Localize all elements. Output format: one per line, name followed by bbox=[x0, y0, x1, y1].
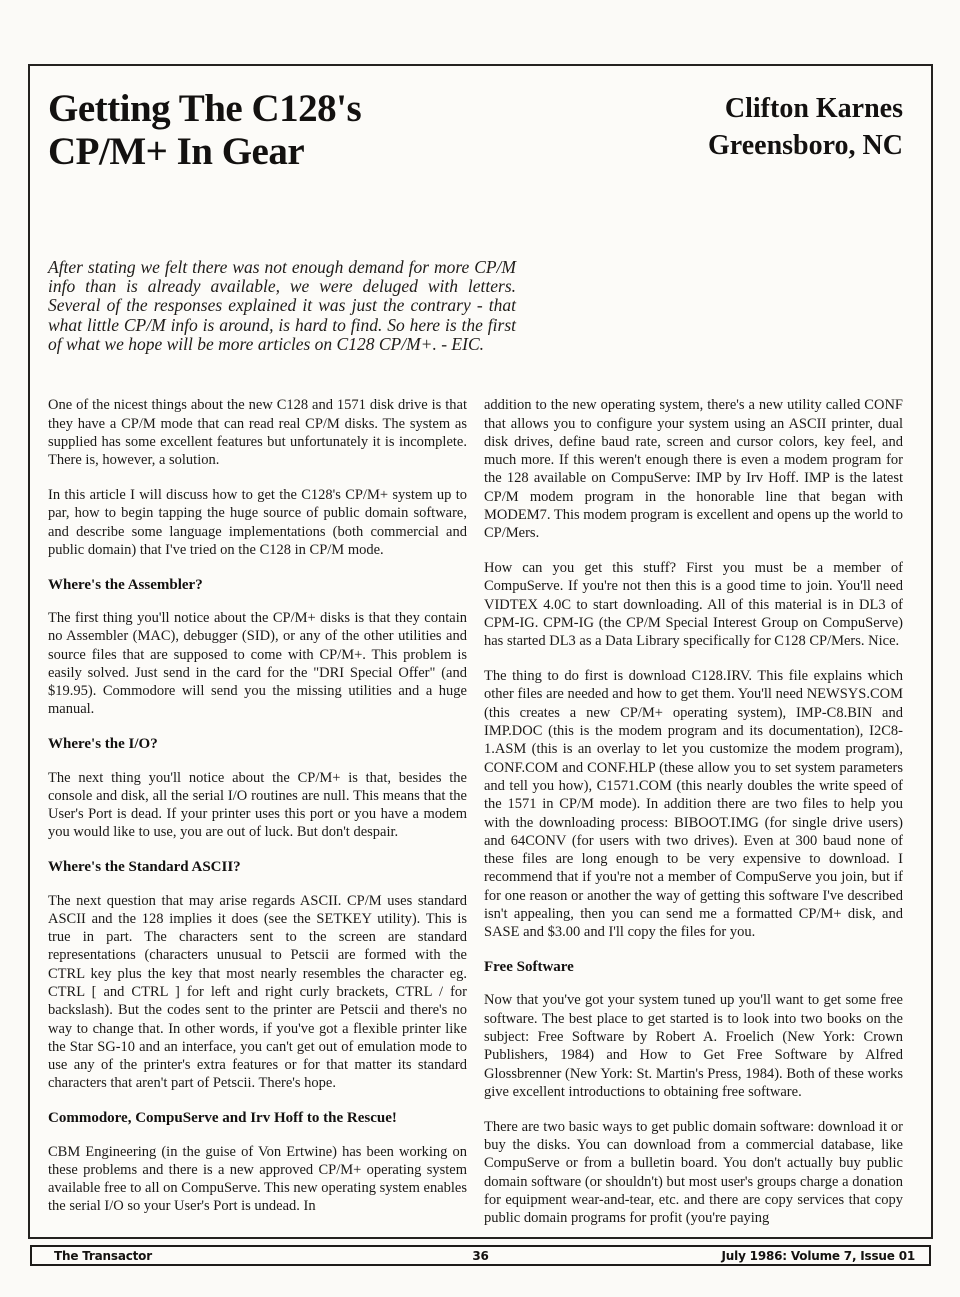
paragraph: The first thing you'll notice about the CP/M+ disks is that they contain no Assembler (MAC), debugger (SID), or any of the other utilities and source files that are supposed to come with CP/M+. This problem is easily solved. Just send in the card for the "DRI Special Offer" (and $19.95). Commodore will send you the missing utilities and a huge manual. bbox=[48, 609, 467, 718]
magazine-name: The Transactor bbox=[54, 1248, 152, 1263]
paragraph: addition to the new operating system, there's a new utility called CONF that allows you to configure your system using an ASCII printer, dual disk drives, define baud rate, screen and cursor colors, key feel, and much more. If this weren't enough there is even a modem program for the 128 available on CompuServe: IMP by Irv Hoff. IMP is the latest CP/M modem program in the honorable line that began with MODEM7. This modem program is excellent and opens up the world to CP/Mers. bbox=[484, 397, 903, 542]
paragraph: The next question that may arise regards ASCII. CP/M uses standard ASCII and the 128 implies it does (see the SETKEY utility). This is true in part. The characters sent to the screen are standard representations (characters unusual to Petscii are formed with the CTRL key plus the key that most nearly resembles the character eg. CTRL [ and CTRL ] for left and right curly brackets, CTRL / for backslash). But the codes sent to the printer are Petscii and there's no way to change that. In other words, if you've got a flexible printer like the Star SG-10 and an interface, you can't get out of emulation mode to use any of the printer's extra features or for that matter its standard characters that aren't part of Petscii. There's hope. bbox=[48, 892, 467, 1092]
editor-intro: After stating we felt there was not enough demand for more CP/M info than is already available, we were deluged with letters. Several of the responses explained it was just the contrary - that what little CP/M info is around, is hard to find. So here is the first of what we hope will be more articles on C128 CP/M+. - EIC. bbox=[48, 256, 516, 354]
paragraph: Now that you've got your system tuned up you'll want to get some free software. The best place to get started is to look into two books on the subject: Free Software by Robert A. Froelich (New York: Crown Publishers, 1984) and How to Get Free Software by Alfred Glossbrenner (New York: St. Martin's Press, 1984). Both of these works give excellent introductions to obtaining free software. bbox=[484, 992, 903, 1100]
paragraph: The next thing you'll notice about the CP/M+ is that, besides the console and disk, all the serial I/O routines are null. This means that the User's Port is dead. If your printer uses this port or you have a modem you would like to use, you are out of luck. But don't despair. bbox=[48, 769, 467, 841]
page-title bbox=[48, 88, 361, 174]
title-line-1: Getting The C128's bbox=[48, 87, 362, 130]
paragraph: There are two basic ways to get public domain software: download it or buy the disks. You can download from a commercial database, like CompuServe or from a bulletin board. You don't actually buy public domain software (or shouldn't) but most user's groups charge a donation for equipment wear-and-tear, etc. and there are copy services that copy public domain programs for profit (you're paying bbox=[484, 1118, 903, 1227]
paragraph: The thing to do first is download C128.IRV. This file explains which other files are needed and how to get them. You'll need NEWSYS.COM (this creates a new CP/M+ operating system), IMP-C8.BIN and IMP.DOC (this is the modem program and its documentation), I2C8-1.ASM (this is an overlay to let you customize the modem program), CONF.COM and CONF.HLP (these allow you to set system parameters and tell you how), C1571.COM (this nearly doubles the write speed of the 1571 in CP/M mode). In addition there are two files to help you with the downloading process: BIBOOT.IMG (for single drive users) and 64CONV (for users with two drives). Even at 300 baud none of these files are long enough to be very expensive to download. I recommend that if you're not a member of CompuServe you join, but if for one reason or another the way of getting this software I've described isn't appealing, then you can send me a formatted CP/M+ disk, and SASE and $3.00 and I'll copy the files for you. bbox=[484, 668, 903, 941]
paragraph: CBM Engineering (in the guise of Von Ertwine) has been working on these problems and there is a new approved CP/M+ operating system available free to all on CompuServe. This new operating system enables the serial I/O so your User's Port is undead. In bbox=[48, 1143, 467, 1215]
paragraph: One of the nicest things about the new C128 and 1571 disk drive is that they have a CP/M mode that can read real CP/M disks. The system as supplied has some excellent features but unfortunately it is incomplete. There is, however, a solution. bbox=[48, 397, 467, 469]
issue-info: July 1986: Volume 7, Issue 01 bbox=[721, 1248, 915, 1263]
paragraph: How can you get this stuff? First you must be a member of CompuServe. If you're not then this is a good time to join. You'll need VIDTEX 4.0C to start downloading. All of this material is in DL3 of CPM-IG. CPM-IG (the CP/M Special Interest Group on CompuServe) has started DL3 as a Data Library specifically for C128 CP/Mers. Nice. bbox=[484, 560, 903, 650]
article-frame bbox=[28, 64, 933, 1239]
title-line-2: CP/M+ In Gear bbox=[48, 129, 305, 173]
section-heading-assembler: Where's the Assembler? bbox=[48, 576, 203, 593]
section-heading-ascii: Where's the Standard ASCII? bbox=[48, 859, 241, 876]
section-heading-free-software: Free Software bbox=[484, 959, 574, 976]
author-location: Greensboro, NC bbox=[708, 129, 903, 161]
author-name: Clifton Karnes bbox=[724, 93, 903, 124]
left-column bbox=[48, 396, 467, 1244]
byline bbox=[708, 88, 903, 165]
page-number: 36 bbox=[472, 1248, 489, 1263]
section-heading-rescue: Commodore, CompuServe and Irv Hoff to the Rescue! bbox=[48, 1110, 397, 1127]
section-heading-io: Where's the I/O? bbox=[48, 736, 158, 753]
page-footer bbox=[30, 1245, 931, 1266]
masthead bbox=[30, 66, 931, 174]
article-body bbox=[48, 396, 903, 1244]
paragraph: In this article I will discuss how to get the C128's CP/M+ system up to par, how to begin tapping the huge source of public domain software, and describe some language implementations (both commercial and public domain) that I've tried on the C128 in CP/M mode. bbox=[48, 486, 467, 558]
right-column bbox=[484, 396, 903, 1244]
